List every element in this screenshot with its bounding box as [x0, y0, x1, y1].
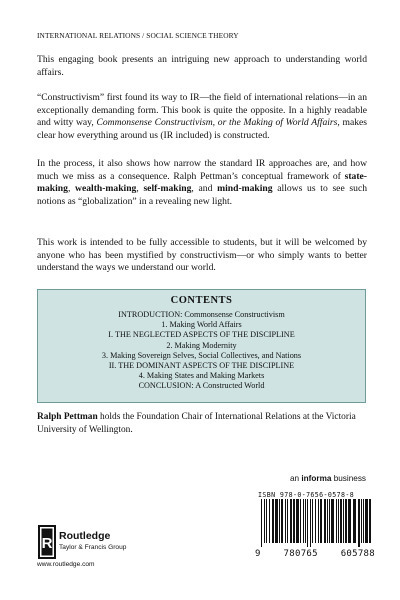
- author-bio: [37, 411, 367, 436]
- blurb-p3-sep3: , and: [191, 183, 218, 195]
- contents-item: I. THE NEGLECTED ASPECTS OF THE DISCIPLINE: [108, 330, 295, 340]
- barcode-digits: [255, 549, 375, 559]
- blurb-paragraph-4: This work is intended to be fully accessible to students, but it will be welcomed by anyone who has been mystified by constructivism—or who simply wants to better understand the ways we understand our world.: [37, 237, 367, 274]
- barcode-bar: [327, 499, 328, 543]
- barcode-bar: [281, 499, 283, 543]
- author-bio-text: holds the Foundation Chair of International Relations at the Victoria University of Wellington.: [37, 412, 356, 435]
- blurb-paragraph-3: [37, 158, 367, 208]
- barcode-bar: [272, 499, 274, 543]
- contents-item: 4. Making States and Making Markets: [138, 371, 265, 381]
- barcode-bar: [336, 499, 337, 543]
- informa-suffix: business: [331, 474, 367, 483]
- blurb-p3-end: allows us to see such notions as “globalization” in a revealing new light.: [37, 183, 367, 207]
- blurb-paragraph-2: [37, 92, 367, 142]
- category-line: INTERNATIONAL RELATIONS / SOCIAL SCIENCE THEORY: [37, 31, 239, 40]
- barcode-bar: [358, 499, 360, 547]
- barcode-bar: [293, 499, 295, 543]
- barcode-bar: [264, 499, 265, 543]
- barcode-bar: [305, 499, 306, 543]
- barcode-bar: [287, 499, 288, 543]
- publisher-name: Routledge: [59, 530, 111, 542]
- barcode-bar: [363, 499, 364, 543]
- term-wealth-making: wealth-making: [75, 183, 137, 195]
- blurb-p3-sep1: ,: [67, 183, 76, 195]
- blurb-p2-end: , makes clear how everything around us (IR included) is constructed.: [37, 117, 368, 141]
- blurb-p3-start: In the process, it also shows how narrow the standard IR approaches are, and how much we miss as a consequence. Ralph Pettman’s conceptual framework of: [37, 158, 367, 182]
- barcode-digit-lead: 9: [255, 549, 261, 559]
- term-self-making: self-making: [143, 183, 192, 195]
- barcode-bar: [365, 499, 368, 543]
- logo-letter: R: [41, 535, 53, 552]
- contents-item: CONCLUSION: A Constructed World: [138, 381, 265, 391]
- contents-item: 2. Making Modernity: [166, 340, 237, 350]
- barcode-bar: [266, 499, 267, 543]
- barcode-bar: [329, 499, 330, 543]
- barcode-bar: [340, 499, 342, 543]
- barcode-bar: [348, 499, 351, 543]
- barcode-bar: [296, 499, 299, 543]
- isbn-label: ISBN 978-0-7656-0578-8: [258, 491, 355, 499]
- informa-prefix: an: [290, 474, 302, 483]
- barcode-bar: [312, 499, 313, 543]
- informa-brand: informa: [301, 474, 332, 483]
- barcode-bar: [331, 499, 334, 543]
- barcode-bar: [275, 499, 278, 543]
- barcode-bar: [345, 499, 347, 543]
- contents-item: II. THE DOMINANT ASPECTS OF THE DISCIPLINE: [108, 361, 295, 371]
- blurb-paragraph-1: This engaging book presents an intriguing new approach to understanding world affairs.: [37, 54, 367, 78]
- barcode-bar: [279, 499, 280, 543]
- term-mind-making: mind-making: [217, 183, 273, 195]
- term-state-making: state-making: [37, 170, 367, 195]
- book-title-italic: Commonsense Constructivism, or the Making of World Affairs: [96, 117, 338, 129]
- blurb-p3-sep2: ,: [136, 183, 144, 195]
- barcode-bar: [318, 499, 319, 543]
- author-name: Ralph Pettman: [37, 412, 98, 422]
- routledge-logo-icon: [38, 525, 56, 559]
- barcode-bar: [315, 499, 316, 543]
- barcode-bar: [285, 499, 286, 543]
- barcode-bar: [343, 499, 344, 543]
- barcode-bar: [324, 499, 326, 543]
- barcode-bar: [290, 499, 292, 543]
- barcode-bar: [269, 499, 270, 543]
- barcode-bar: [261, 499, 262, 547]
- barcode-bar: [338, 499, 339, 543]
- contents-item: 1. Making World Affairs: [161, 320, 242, 330]
- contents-item: 3. Making Sovereign Selves, Social Collectives, and Nations: [101, 350, 302, 360]
- contents-item: INTRODUCTION: Commonsense Constructivism: [118, 310, 285, 319]
- barcode-digit-group-1: 780765: [283, 549, 318, 559]
- barcode-bar: [303, 499, 304, 543]
- contents-title: CONTENTS: [170, 295, 233, 306]
- contents-box: [37, 289, 366, 403]
- barcode-bar: [310, 499, 311, 547]
- contents-list: [38, 310, 365, 392]
- barcode-bar: [300, 499, 301, 543]
- informa-business-label: [290, 474, 366, 483]
- barcode-digit-group-2: 605788: [340, 549, 375, 559]
- barcode-bar: [361, 499, 362, 543]
- publisher-group: Taylor & Francis Group: [59, 544, 127, 551]
- barcode-bar: [353, 499, 356, 543]
- barcode-bar: [320, 499, 322, 543]
- publisher-url: www.routledge.com: [37, 561, 95, 568]
- blurb-p2-start: “Constructivism” first found its way to IR—the field of international relations—in an exceptionally demanding form. This book is quite the opposite. In a highly readable and witty way,: [37, 92, 367, 129]
- barcode-bar: [307, 499, 308, 547]
- barcode-bar: [369, 499, 371, 543]
- barcode: [259, 499, 374, 547]
